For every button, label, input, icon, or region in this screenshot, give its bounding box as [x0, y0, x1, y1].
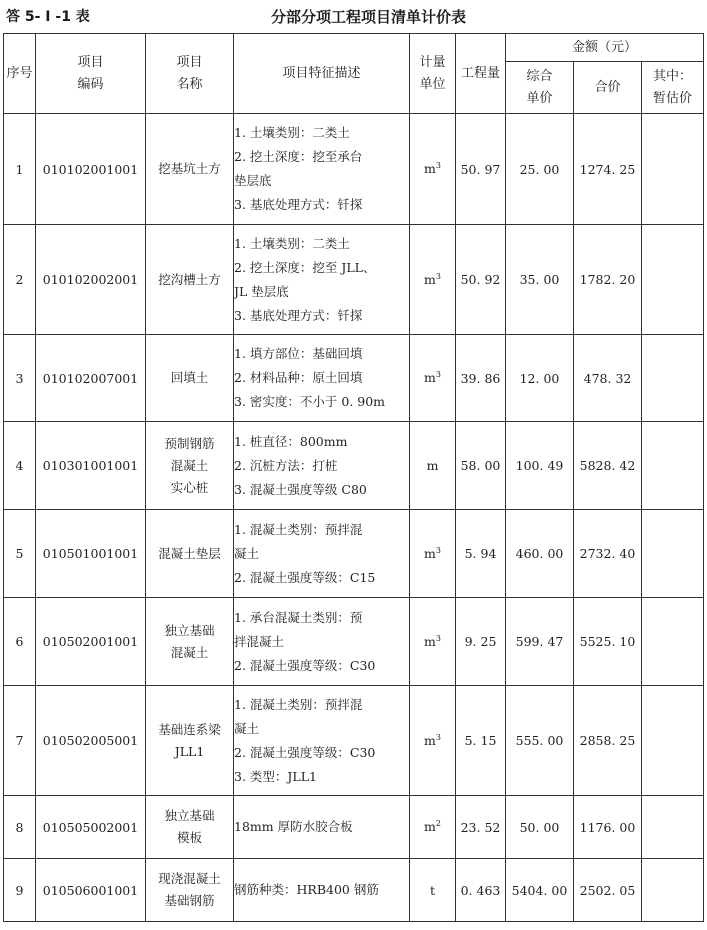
table-title: 分部分项工程项目清单计价表: [270, 8, 466, 26]
cell-unit-price: 50. 00: [506, 796, 574, 859]
cell-seq: 4: [4, 422, 36, 510]
cell-unit-price: 599. 47: [506, 598, 574, 686]
cell-estimate: [642, 225, 704, 335]
unit-base: t: [429, 882, 436, 898]
cell-total: 2858. 25: [574, 686, 642, 796]
unit-exponent: 3: [435, 545, 441, 555]
unit-base: m: [424, 819, 436, 835]
header-code: 项目 编码: [36, 34, 146, 114]
cell-code: 010102007001: [36, 335, 146, 422]
cell-seq: 6: [4, 598, 36, 686]
cell-estimate: [642, 114, 704, 225]
cell-description: 1. 混凝土类别：预拌混 凝土 2. 混凝土强度等级：C30 3. 类型：JLL1: [234, 686, 410, 796]
unit-base: m: [424, 370, 436, 386]
cell-code: 010506001001: [36, 859, 146, 922]
cell-code: 010501001001: [36, 510, 146, 598]
unit-exponent: 3: [435, 161, 441, 171]
cell-unit: [410, 335, 456, 422]
header-estimate: 其中： 暂估价: [642, 62, 704, 114]
cell-description: 1. 土壤类别：二类土 2. 挖土深度：挖至 JLL、 JL 垫层底 3. 基底处理方式：钎探: [234, 225, 410, 335]
cell-code: 010502001001: [36, 598, 146, 686]
cell-estimate: [642, 335, 704, 422]
unit-exponent: 3: [435, 370, 441, 380]
cell-estimate: [642, 796, 704, 859]
cell-description: 1. 混凝土类别：预拌混 凝土 2. 混凝土强度等级：C15: [234, 510, 410, 598]
cell-name: 独立基础 混凝土: [146, 598, 234, 686]
unit-exponent: 3: [435, 732, 441, 742]
cell-quantity: 58. 00: [456, 422, 506, 510]
unit-base: m: [424, 634, 436, 650]
cell-total: 5828. 42: [574, 422, 642, 510]
cell-unit: [410, 598, 456, 686]
cell-quantity: 39. 86: [456, 335, 506, 422]
cell-seq: 9: [4, 859, 36, 922]
cell-seq: 5: [4, 510, 36, 598]
cell-unit-price: 5404. 00: [506, 859, 574, 922]
cell-quantity: 5. 15: [456, 686, 506, 796]
cell-unit-price: 100. 49: [506, 422, 574, 510]
cell-description: 1. 桩直径：800mm 2. 沉桩方法：打桩 3. 混凝土强度等级 C80: [234, 422, 410, 510]
table-caption: [0, 0, 707, 30]
cell-quantity: 9. 25: [456, 598, 506, 686]
header-amount: 金额（元）: [506, 34, 704, 62]
unit-base: m: [424, 546, 436, 562]
cell-name: 回填土: [146, 335, 234, 422]
cell-estimate: [642, 686, 704, 796]
cell-unit: [410, 225, 456, 335]
cell-total: 1274. 25: [574, 114, 642, 225]
cell-code: 010505002001: [36, 796, 146, 859]
unit-base: m: [426, 458, 439, 473]
unit-base: m: [424, 733, 436, 749]
cell-quantity: 23. 52: [456, 796, 506, 859]
unit-exponent: 3: [435, 633, 441, 643]
table-row: [4, 859, 704, 922]
table-body: [4, 114, 704, 922]
cell-code: 010102002001: [36, 225, 146, 335]
cell-code: 010502005001: [36, 686, 146, 796]
header-name: 项目 名称: [146, 34, 234, 114]
header-seq: 序号: [4, 34, 36, 114]
cell-unit-price: 25. 00: [506, 114, 574, 225]
cell-total: 1176. 00: [574, 796, 642, 859]
bill-table: [3, 33, 704, 922]
table-row: [4, 598, 704, 686]
cell-name: 现浇混凝土 基础钢筋: [146, 859, 234, 922]
cell-estimate: [642, 510, 704, 598]
cell-seq: 7: [4, 686, 36, 796]
cell-description: 18mm 厚防水胶合板: [234, 796, 410, 859]
cell-total: 2732. 40: [574, 510, 642, 598]
cell-quantity: 5. 94: [456, 510, 506, 598]
cell-total: 1782. 20: [574, 225, 642, 335]
header-total: 合价: [574, 62, 642, 114]
table-row: [4, 796, 704, 859]
cell-name: 挖基坑土方: [146, 114, 234, 225]
cell-estimate: [642, 859, 704, 922]
cell-name: 基础连系梁 JLL1: [146, 686, 234, 796]
cell-code: 010301001001: [36, 422, 146, 510]
cell-total: 478. 32: [574, 335, 642, 422]
unit-exponent: 2: [435, 819, 441, 829]
cell-estimate: [642, 598, 704, 686]
header-quantity: 工程量: [456, 34, 506, 114]
table-number: 答 5- Ⅰ -1 表: [6, 9, 90, 25]
cell-code: 010102001001: [36, 114, 146, 225]
cell-unit-price: 35. 00: [506, 225, 574, 335]
table-row: [4, 225, 704, 335]
cell-description: 1. 土壤类别：二类土 2. 挖土深度：挖至承台 垫层底 3. 基底处理方式：钎探: [234, 114, 410, 225]
cell-name: 预制钢筋 混凝土 实心桩: [146, 422, 234, 510]
header-unit-price: 综合 单价: [506, 62, 574, 114]
cell-name: 独立基础 模板: [146, 796, 234, 859]
cell-unit: [410, 686, 456, 796]
cell-seq: 3: [4, 335, 36, 422]
table-row: [4, 510, 704, 598]
cell-name: 挖沟槽土方: [146, 225, 234, 335]
unit-base: m: [424, 161, 436, 177]
cell-unit: [410, 114, 456, 225]
table-header: [4, 34, 704, 114]
header-description: 项目特征描述: [234, 34, 410, 114]
cell-unit: [410, 510, 456, 598]
cell-total: 2502. 05: [574, 859, 642, 922]
cell-description: 1. 承台混凝土类别：预 拌混凝土 2. 混凝土强度等级：C30: [234, 598, 410, 686]
unit-exponent: 3: [435, 271, 441, 281]
cell-total: 5525. 10: [574, 598, 642, 686]
cell-unit-price: 12. 00: [506, 335, 574, 422]
cell-quantity: 50. 92: [456, 225, 506, 335]
table-row: [4, 335, 704, 422]
cell-description: 1. 填方部位：基础回填 2. 材料品种：原土回填 3. 密实度：不小于 0. 90m: [234, 335, 410, 422]
cell-name: 混凝土垫层: [146, 510, 234, 598]
cell-unit: [410, 422, 456, 510]
cell-unit: [410, 859, 456, 922]
cell-seq: 1: [4, 114, 36, 225]
cell-seq: 8: [4, 796, 36, 859]
cell-quantity: 50. 97: [456, 114, 506, 225]
table-row: [4, 686, 704, 796]
cell-estimate: [642, 422, 704, 510]
cell-quantity: 0. 463: [456, 859, 506, 922]
table-row: [4, 114, 704, 225]
header-unit: 计量 单位: [410, 34, 456, 114]
cell-seq: 2: [4, 225, 36, 335]
cell-description: 钢筋种类：HRB400 钢筋: [234, 859, 410, 922]
cell-unit-price: 555. 00: [506, 686, 574, 796]
cell-unit-price: 460. 00: [506, 510, 574, 598]
unit-base: m: [424, 272, 436, 288]
cell-unit: [410, 796, 456, 859]
table-row: [4, 422, 704, 510]
